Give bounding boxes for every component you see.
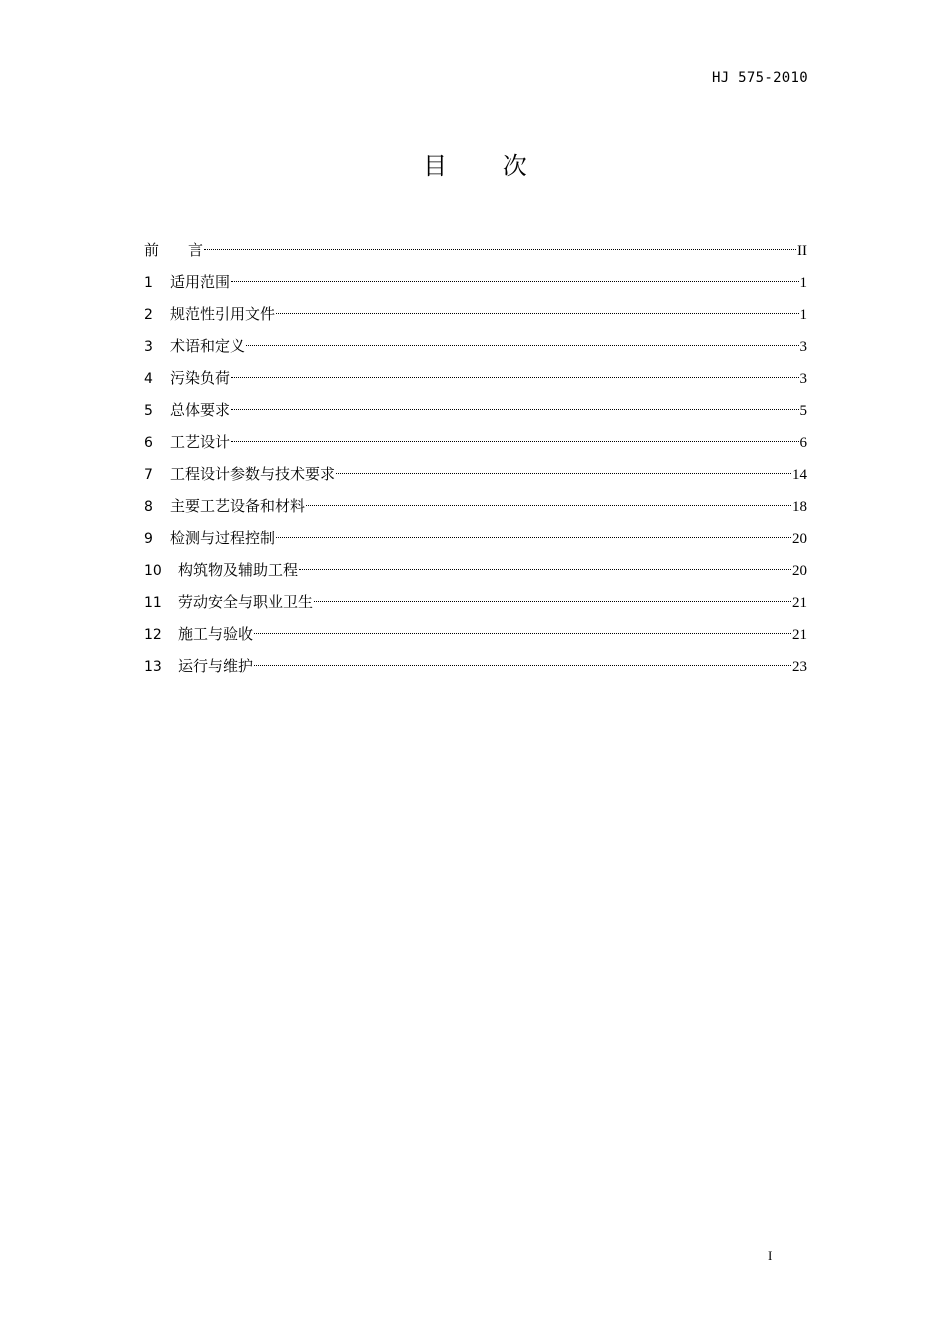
- toc-entry-label: 总体要求: [170, 401, 231, 419]
- toc-entry-number: 2: [144, 307, 153, 323]
- toc-entry-label: [144, 236, 203, 264]
- toc-entry-label: 污染负荷: [170, 369, 231, 387]
- document-code: HJ 575-2010: [711, 70, 808, 86]
- toc-entry-page: 23: [792, 659, 807, 675]
- toc-dot-leader: [231, 377, 798, 378]
- toc-entry-label: 工艺设计: [170, 433, 231, 451]
- toc-dot-leader: [231, 441, 798, 442]
- toc-entry[interactable]: [144, 652, 807, 684]
- toc-entry[interactable]: [144, 524, 807, 556]
- toc-entry-page: II: [797, 243, 807, 259]
- toc-entry-number: 1: [144, 275, 153, 291]
- toc-entry-label: 构筑物及辅助工程: [178, 561, 299, 579]
- toc-entry[interactable]: [144, 588, 807, 620]
- toc-entry-page: 3: [799, 371, 807, 387]
- toc-entry-label: 术语和定义: [170, 337, 246, 355]
- toc-entry-page: 21: [792, 627, 807, 643]
- toc-dot-leader: [254, 633, 791, 634]
- table-of-contents: [144, 236, 807, 684]
- toc-entry-page: 18: [792, 499, 807, 515]
- toc-entry-page: 3: [799, 339, 807, 355]
- toc-dot-leader: [299, 569, 791, 570]
- toc-dot-leader: [246, 345, 798, 346]
- toc-entry-label: 规范性引用文件: [170, 305, 276, 323]
- toc-entry-label: 施工与验收: [178, 625, 254, 643]
- toc-entry-number: 7: [144, 467, 153, 483]
- toc-entry[interactable]: [144, 460, 807, 492]
- toc-entry[interactable]: [144, 620, 807, 652]
- toc-entry[interactable]: [144, 364, 807, 396]
- toc-entry[interactable]: [144, 300, 807, 332]
- toc-dot-leader: [276, 537, 791, 538]
- toc-entry-number: 12: [144, 627, 162, 643]
- toc-entry-number: 5: [144, 403, 153, 419]
- page-number: I: [768, 1248, 773, 1263]
- toc-dot-leader: [336, 473, 791, 474]
- toc-dot-leader: [204, 249, 796, 250]
- toc-foreword-char-1: 前: [144, 241, 160, 259]
- toc-entry-number: 4: [144, 371, 153, 387]
- page-title: 目 次: [423, 152, 551, 180]
- toc-entry-label: 劳动安全与职业卫生: [178, 593, 314, 611]
- toc-entry-number: 10: [144, 563, 162, 579]
- toc-entry-label: 运行与维护: [178, 657, 254, 675]
- toc-entry[interactable]: [144, 332, 807, 364]
- toc-entry-number: 8: [144, 499, 153, 515]
- toc-entry-page: 1: [799, 275, 807, 291]
- toc-entry-page: 1: [799, 307, 807, 323]
- toc-dot-leader: [231, 409, 798, 410]
- toc-entry-number: 9: [144, 531, 153, 547]
- toc-entry-label: 检测与过程控制: [170, 529, 276, 547]
- toc-entry-page: 20: [792, 531, 807, 547]
- toc-entry-foreword[interactable]: [144, 236, 807, 268]
- toc-entry-number: 13: [144, 659, 162, 675]
- toc-entry-number: 11: [144, 595, 162, 611]
- toc-entry[interactable]: [144, 396, 807, 428]
- toc-entry-page: 5: [799, 403, 807, 419]
- toc-dot-leader: [306, 505, 791, 506]
- toc-dot-leader: [314, 601, 791, 602]
- toc-entry-label: 主要工艺设备和材料: [170, 497, 306, 515]
- toc-entry-label: 工程设计参数与技术要求: [170, 465, 336, 483]
- toc-entry-number: 3: [144, 339, 153, 355]
- toc-entry[interactable]: [144, 268, 807, 300]
- toc-entry-page: 6: [799, 435, 807, 451]
- toc-entry-label: 适用范围: [170, 273, 231, 291]
- toc-entry-page: 20: [792, 563, 807, 579]
- toc-entry-page: 14: [792, 467, 807, 483]
- toc-entry[interactable]: [144, 556, 807, 588]
- toc-entry-number: 6: [144, 435, 153, 451]
- toc-entry[interactable]: [144, 428, 807, 460]
- toc-dot-leader: [231, 281, 798, 282]
- toc-dot-leader: [276, 313, 798, 314]
- toc-foreword-char-2: 言: [188, 241, 204, 259]
- toc-entry[interactable]: [144, 492, 807, 524]
- toc-dot-leader: [254, 665, 791, 666]
- toc-entry-page: 21: [792, 595, 807, 611]
